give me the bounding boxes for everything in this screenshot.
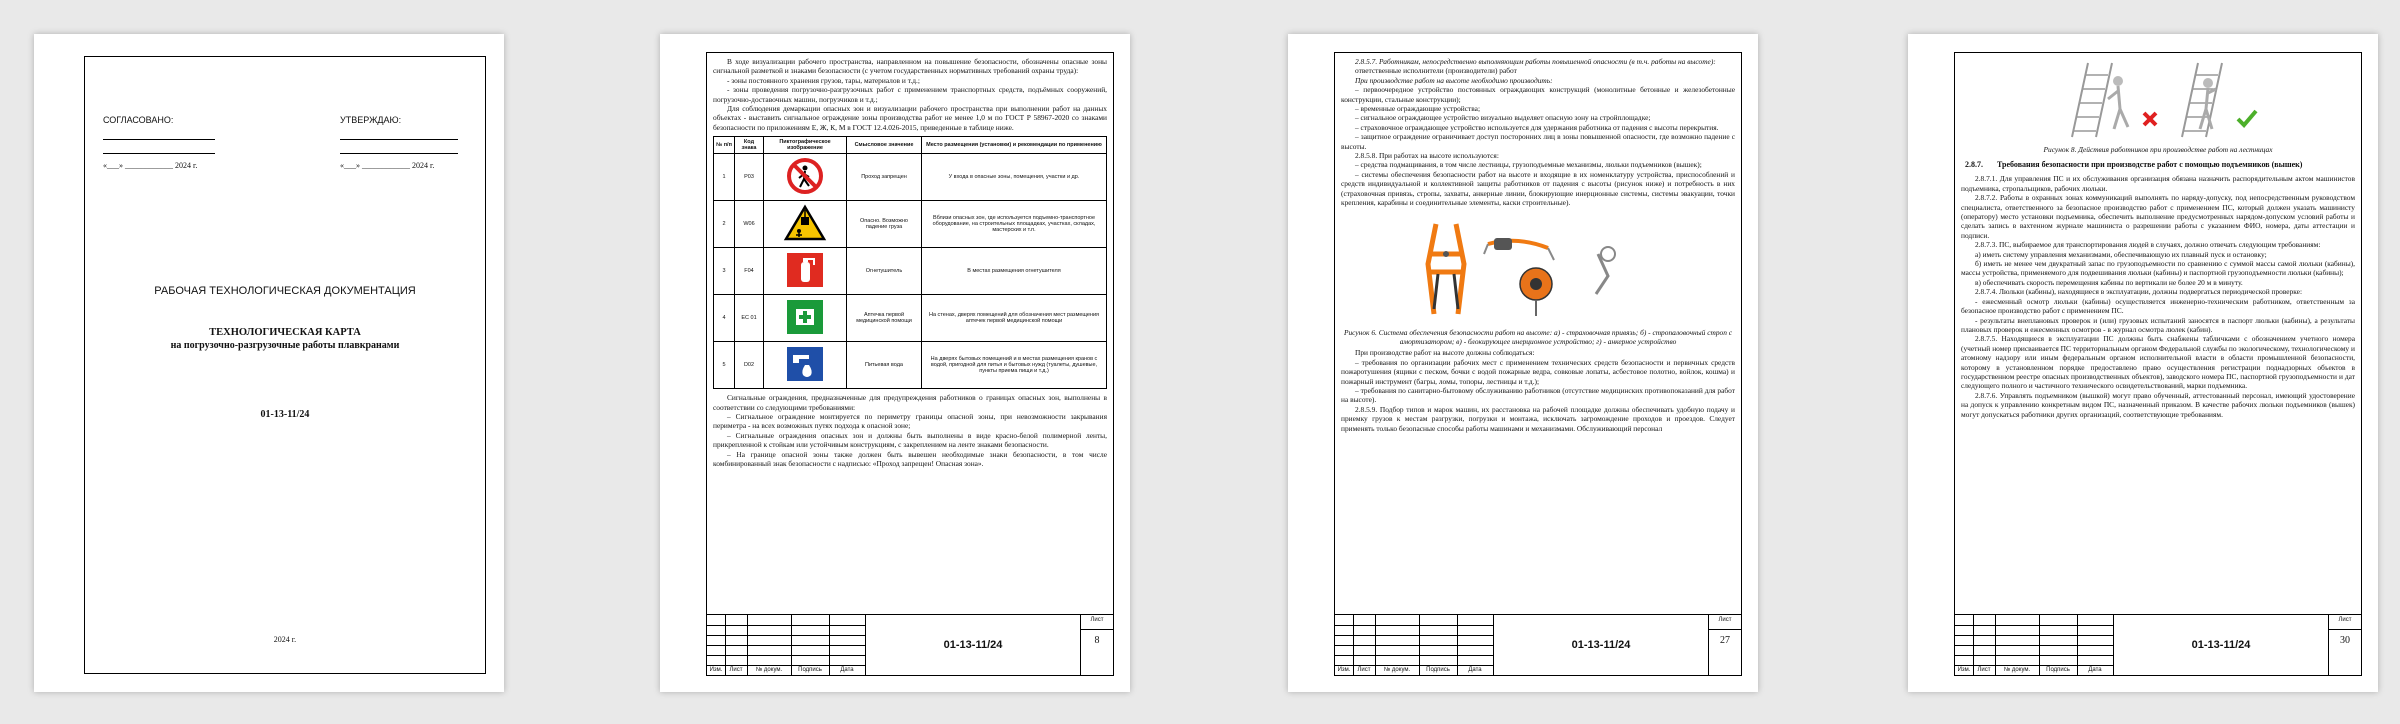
sheet-number-box bbox=[1708, 615, 1741, 675]
signature-line bbox=[103, 153, 215, 154]
paragraph: 2.8.7.6. Управлять подъемником (вышкой) могут право обученный, аттестованный персонал, имеющий удостоверение на допуск к управлению конкретным видом ПС, назначенный приказом. В качестве рабочих люльки подъемников (вышек) могут допускаться работники других организаций, соответствующие требованиям. bbox=[1961, 390, 2355, 419]
sheet-label: Лист bbox=[1081, 617, 1113, 630]
paragraph: - зоны постоянного хранения грузов, тары, материалов и т.д.; bbox=[727, 75, 920, 85]
signature-line bbox=[340, 139, 458, 140]
paragraph: При производстве работ на высоте необходимо производить: bbox=[1355, 75, 1553, 85]
cell-pictogram bbox=[764, 201, 847, 248]
cell-place: На дверях бытовых помещений и в местах размещения кранов с водой, пригодной для питья и бытовых нужд (туалеты, душевые, пункты приема пищи и т.д.) bbox=[922, 342, 1107, 389]
page-frame bbox=[1334, 52, 1742, 676]
page-body bbox=[1961, 57, 2355, 613]
table-row bbox=[714, 342, 1107, 389]
sheet-number-box bbox=[2328, 615, 2361, 675]
paragraph: – средства подмащивания, в том числе лестницы, грузоподъемные механизмы, люльки подъемников (вышек); bbox=[1355, 160, 1702, 170]
document-code: 01-13-11/24 bbox=[943, 639, 1003, 651]
table-row bbox=[714, 295, 1107, 342]
section-title: Требования безопасности при производстве работ с помощью подъемников (вышек) bbox=[1997, 160, 2303, 170]
paragraph: – сигнальное ограждающее устройство визуально выделяет опасную зону на стройплощадке; bbox=[1355, 113, 1651, 123]
doc-type: РАБОЧАЯ ТЕХНОЛОГИЧЕСКАЯ ДОКУМЕНТАЦИЯ bbox=[154, 285, 416, 297]
revision-header: Изм. Лист № докум. Подпись Дата bbox=[1337, 667, 1482, 673]
page-body bbox=[713, 57, 1107, 613]
signature-line bbox=[340, 153, 458, 154]
col-header: Пиктографическое изображение bbox=[764, 137, 847, 154]
document-code: 01-13-11/24 bbox=[1571, 639, 1631, 651]
paragraph: в) обеспечивать скорость перемещения кабины по вертикали не более 20 м в минуту. bbox=[1975, 277, 2243, 287]
col-header: Смысловое значение bbox=[847, 137, 922, 154]
paragraph: – требования по организации рабочих мест с применением технических средств безопасности и первичных средств пожаротушения (ящики с песком, бочки с водой пожарные ведра, совковые лопаты, асбестовое полотно, войлок, кошма) и пожарный инструмент (багры, ломы, топоры, лестницы и т.д.); bbox=[1341, 357, 1735, 386]
figure-caption: Рисунок 6. Система обеспечения безопасности работ на высоте: а) - страховочная привязь; б) - стропаловочный строп с амортизатором; в) - блокирующее инерционное устройство; г) - анкерное устройство bbox=[1343, 327, 1733, 346]
page-sheet-8 bbox=[660, 34, 1130, 692]
fire-extinguisher-icon bbox=[783, 251, 827, 289]
cell-code: F04 bbox=[735, 248, 764, 295]
cell-pictogram bbox=[764, 248, 847, 295]
page-frame bbox=[706, 52, 1114, 676]
sheet-number: 30 bbox=[2340, 635, 2350, 646]
revision-header: Изм. Лист № докум. Подпись Дата bbox=[709, 667, 854, 673]
paragraph: б) иметь не менее чем двукратный запас по грузоподъемности по сравнению с суммой массы самой люльки (кабины), массы устройства, применяемого для подвешивания люльки (кабины) и паспортной грузоподъемности люльки (кабины); bbox=[1961, 259, 2355, 278]
paragraph: 2.8.7.5. Находящиеся в эксплуатации ПС должны быть снабжены табличками с обозначением учетного номера (учетный номер присваивается ПС территориальным органом Федеральной службы по экологическому, технологическому и атомному надзору или иным федеральным органом исполнительной власти в области промышленной безопасности, которому в установленном порядке предоставлено право осуществления регистрации поднадзорных объектов в государственном реестре опасных производственных объектов), заводского номера ПС, паспортной грузоподъемности и дат следующего полного и частичного технического освидетельствований, марки подъемника. bbox=[1961, 334, 2355, 391]
col-header: Код знака bbox=[735, 137, 764, 154]
paragraph: - зоны проведения погрузочно-разгрузочных работ с применением транспортных средств, подъёмных сооружений, погрузочно-доставочных машин, погрузчиков и т.д.; bbox=[713, 85, 1107, 104]
paragraph: – системы обеспечения безопасности работ на высоте и входящие в их номенклатуру устройства, приспособлений и средств индивидуальной и коллективной защиты работников от падения с высоты (рисунок ниже) и потребность в них (страховочная привязь, стропы, захваты, анкерные линии, блокирующие инерционные системы, системы эвакуации, точки крепления, карабины и соединительные элементы, каски строительные). bbox=[1341, 169, 1735, 208]
retractable-device-icon bbox=[1520, 268, 1552, 316]
paragraph: В ходе визуализации рабочего пространства, направленном на повышение безопасности, обозначены опасные зоны сигнальной разметкой и знаками безопасности (с учетом государственных нормативных требований охраны труда): bbox=[713, 57, 1107, 76]
signature-line bbox=[103, 139, 215, 140]
anchor-device-icon bbox=[1596, 247, 1615, 294]
doc-subtitle: на погрузочно-разгрузочные работы плавкранами bbox=[170, 340, 400, 351]
paragraph: – Сигнальные ограждения опасных зон и должны быть выполнены в виде красно-белой полимерной ленты, прикрепленной к стойкам или устойчивым конструкциям, с закреплением на ленте знаками безопасности. bbox=[713, 430, 1107, 450]
sheet-number-box bbox=[1080, 615, 1113, 675]
paragraph: – На границе опасной зоны также должен быть вывешен необходимые знаки безопасности, в том числе комбинированный знак безопасности с надписью: «Проход запрещен! Опасная зона». bbox=[713, 449, 1107, 469]
cell-place: В местах размещения огнетушителя bbox=[922, 248, 1107, 295]
sheet-number: 27 bbox=[1720, 635, 1730, 646]
page-sheet-27 bbox=[1288, 34, 1758, 692]
revision-grid bbox=[707, 615, 866, 675]
safety-signs-table bbox=[713, 136, 1107, 389]
table-row bbox=[714, 201, 1107, 248]
paragraph: 2.8.5.8. При работах на высоте используются: bbox=[1355, 151, 1499, 161]
cell-n: 4 bbox=[714, 295, 735, 342]
table-header-row bbox=[714, 137, 1107, 154]
paragraph: - результаты внеплановых проверок и (или) грузовых испытаний заносятся в паспорт люльки (кабины), а результаты плановых проверок и ежесменных осмотров - в журнал осмотра люлек (кабин). bbox=[1961, 315, 2355, 334]
title-block bbox=[1955, 614, 2361, 675]
doc-year: 2024 г. bbox=[273, 635, 297, 644]
paragraph: а) иметь систему управления механизмами, обеспечивающую их плавный пуск и остановку; bbox=[1975, 249, 2267, 259]
sheet-label: Лист bbox=[1709, 617, 1741, 630]
paragraph: 2.8.7.2. Работы в охранных зонах коммуникаций выполнять по наряду-допуску, под непосредственным руководством специалиста, ответственного за безопасное производство работ с применением ПС, который должен указать машинисту (оператору) место установки подъемника, обеспечить выполнение предусмотренных нарядом-допуском условий работы и сделать запись в вахтенном журнале машиниста о разрешении работы с указанием ФИО, номера, даты аттестации и подписи. bbox=[1961, 193, 2355, 240]
ladder-incorrect-icon bbox=[2072, 63, 2156, 137]
figure-caption: Рисунок 8. Действия работников при производстве работ на лестницах bbox=[2043, 145, 2273, 154]
approved-label: УТВЕРЖДАЮ: bbox=[340, 115, 402, 125]
cell-meaning: Проход запрещен bbox=[847, 154, 922, 201]
paragraph: - ежесменный осмотр люльки (кабины) осуществляется инженерно-техническим работником, ответственным за безопасное производство работ с применением ПС. bbox=[1961, 296, 2355, 316]
cell-meaning: Аптечка первой медицинской помощи bbox=[847, 295, 922, 342]
approved-date: «___» ____________ 2024 г. bbox=[340, 161, 435, 170]
fall-protection-equipment-image bbox=[1408, 214, 1668, 322]
sheet-label: Лист bbox=[2329, 617, 2361, 630]
paragraph: – Сигнальное ограждение монтируется по периметру границы опасной зоны, при невозможности закрывания периметра - на всех возможных путях подхода к опасной зоне; bbox=[713, 412, 1107, 431]
cell-n: 2 bbox=[714, 201, 735, 248]
cell-pictogram bbox=[764, 342, 847, 389]
paragraph: Сигнальные ограждения, предназначенные для предупреждения работников о границах опасных зон, выполнены в соответствии со следующими требованиями: bbox=[713, 393, 1107, 412]
lanyard-icon bbox=[1484, 238, 1554, 260]
paragraph: Для соблюдения демаркации опасных зон и визуализации рабочего пространства при выполнении работ на данных объектах - выставить сигнальное ограждение зоны производства работ не менее 1,0 м по ГОСТ Р 58967-2020 со знаками безопасности по приложениям Е, Ж, К, М в ГОСТ 12.4.026-2015, приведенные в таблице ниже. bbox=[713, 104, 1107, 132]
section-number: 2.8.7. bbox=[1965, 160, 1983, 170]
ladder-work-illustration bbox=[2048, 59, 2268, 139]
revision-header: Изм. Лист № докум. Подпись Дата bbox=[1957, 667, 2102, 673]
cell-meaning: Огнетушитель bbox=[847, 248, 922, 295]
paragraph: 2.8.7.3. ПС, выбираемое для транспортирования людей в случаях, должно отвечать следующим требованиям: bbox=[1975, 240, 2321, 250]
paragraph: 2.8.5.7. Работникам, непосредственно выполняющим работы повышенной опасности (в т.ч. работы на высоте): bbox=[1355, 57, 1716, 66]
paragraph: 2.8.7.1. Для управления ПС и их обслуживания организация обязана назначить распорядительным актом машинистов подъемника, стропальщиков, рабочих люльки. bbox=[1961, 174, 2355, 193]
cell-place: Вблизи опасных зон, где используется подъемно-транспортное оборудование, на строительных площадках, участках, складах, мастерских и т.п. bbox=[922, 201, 1107, 248]
paragraph: – временные ограждающие устройства; bbox=[1355, 104, 1480, 114]
page-body bbox=[1341, 57, 1735, 613]
cell-code: W06 bbox=[735, 201, 764, 248]
no-entry-sign-icon bbox=[783, 157, 827, 195]
cell-n: 1 bbox=[714, 154, 735, 201]
cell-pictogram bbox=[764, 154, 847, 201]
page-sheet-30 bbox=[1908, 34, 2378, 692]
paragraph: При производстве работ на высоте должны соблюдаться: bbox=[1355, 348, 1535, 358]
revision-grid bbox=[1955, 615, 2114, 675]
paragraph: 2.8.5.9. Подбор типов и марок машин, их расстановка на рабочей площадке должны обеспечивать удобную подачу и приемку грузов к местам разгрузки, погрузки и монтажа, исключать загромождение проходов и проездов. Следует применять только безопасные способы работы машинами и механизмами. Обслуживающий персонал bbox=[1341, 404, 1735, 433]
paragraph: – первоочередное устройство постоянных ограждающих конструкций (монолитные бетонные и железобетонные конструкции, стальные конструкции); bbox=[1341, 85, 1735, 104]
cell-place: У входа в опасные зоны, помещения, участки и др. bbox=[922, 154, 1107, 201]
cell-code: Р03 bbox=[735, 154, 764, 201]
paragraph: 2.8.7.4. Люльки (кабины), находящиеся в эксплуатации, должны подвергаться периодической проверке: bbox=[1975, 287, 2303, 297]
falling-load-warning-icon bbox=[783, 204, 827, 242]
sheet-number: 8 bbox=[1094, 635, 1100, 646]
cell-meaning: Опасно. Возможно падение груза bbox=[847, 201, 922, 248]
agreed-date: «___» ____________ 2024 г. bbox=[103, 161, 198, 170]
page-frame bbox=[1954, 52, 2362, 676]
page-frame bbox=[84, 56, 486, 674]
col-header: № п/п bbox=[714, 137, 735, 154]
safety-harness-icon bbox=[1428, 224, 1464, 314]
cell-n: 3 bbox=[714, 248, 735, 295]
cell-meaning: Питьевая вода bbox=[847, 342, 922, 389]
ladder-correct-icon bbox=[2182, 63, 2256, 137]
cell-code: ЕС 01 bbox=[735, 295, 764, 342]
revision-grid bbox=[1335, 615, 1494, 675]
doc-code: 01-13-11/24 bbox=[260, 409, 310, 420]
title-block bbox=[707, 614, 1113, 675]
title-page bbox=[34, 34, 504, 692]
cell-code: D02 bbox=[735, 342, 764, 389]
agreed-label: СОГЛАСОВАНО: bbox=[103, 115, 174, 125]
paragraph: – защитное ограждение ограничивает доступ посторонних лиц в зоны повышенной опасности, где возможно падение с высоты. bbox=[1341, 132, 1735, 151]
paragraph: – требования по санитарно-бытовому обслуживанию работников (отсутствие медицинских противопоказаний для работ на высоте). bbox=[1341, 385, 1735, 405]
paragraph: – страховочное ограждающее устройство используется для удержания работника от падения с высоты перекрытия. bbox=[1355, 122, 1719, 132]
cell-place: На стенах, дверях помещений для обозначения мест размещения аптечек первой медицинской помощи bbox=[922, 295, 1107, 342]
cell-n: 5 bbox=[714, 342, 735, 389]
document-code: 01-13-11/24 bbox=[2191, 639, 2251, 651]
drinking-water-icon bbox=[783, 345, 827, 383]
col-header: Место размещения (установки) и рекомендации по применению bbox=[922, 137, 1107, 154]
paragraph: ответственные исполнители (производители) работ bbox=[1355, 66, 1517, 76]
cell-pictogram bbox=[764, 295, 847, 342]
title-block bbox=[1335, 614, 1741, 675]
table-row bbox=[714, 248, 1107, 295]
table-row bbox=[714, 154, 1107, 201]
doc-title: ТЕХНОЛОГИЧЕСКАЯ КАРТА bbox=[209, 327, 361, 338]
section-heading bbox=[1965, 160, 2355, 170]
first-aid-icon bbox=[783, 298, 827, 336]
